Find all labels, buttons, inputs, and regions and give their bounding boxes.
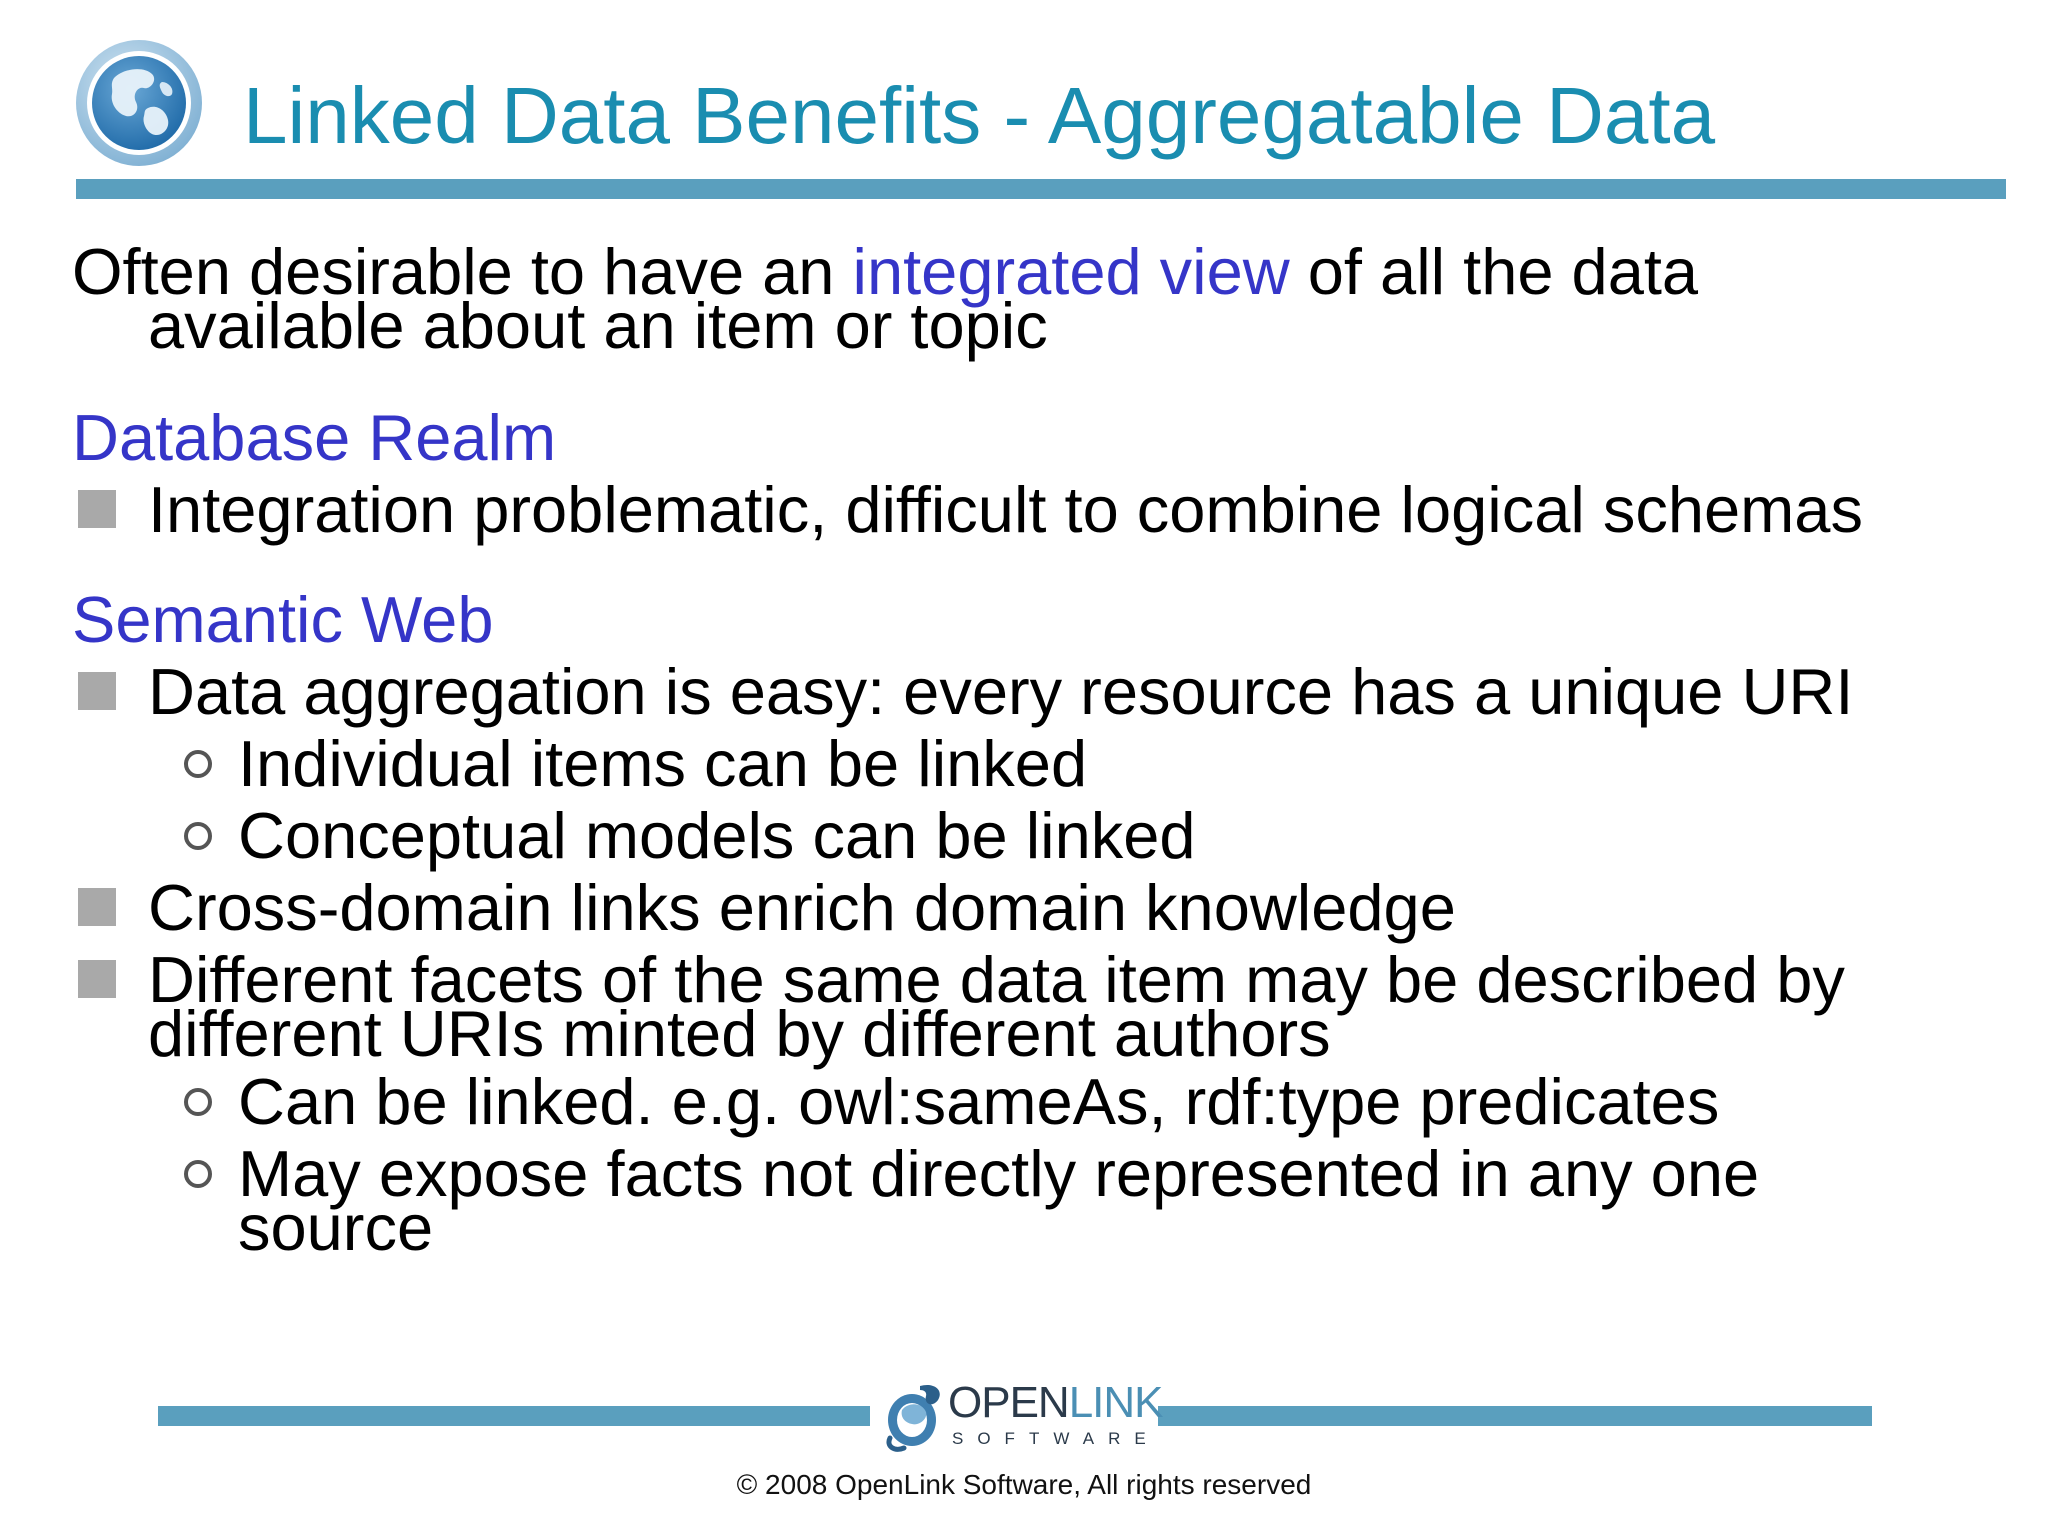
- openlink-logo: [880, 1376, 1163, 1456]
- bullet-text: Data aggregation is easy: every resource has a unique URI: [148, 655, 1854, 728]
- sub-bullet-text: Individual items can be linked: [238, 727, 1088, 800]
- logo-software-text: SOFTWARE: [952, 1429, 1160, 1448]
- copyright-notice: © 2008 OpenLink Software, All rights reserved: [736, 1469, 1312, 1500]
- footer-divider-left: [158, 1406, 870, 1426]
- intro-text-before: Often desirable to have an: [72, 235, 853, 308]
- square-bullet-icon: [78, 672, 116, 710]
- square-bullet-icon: [78, 490, 116, 528]
- bullet-text-line1: Different facets of the same data item may be described by: [148, 943, 1845, 1016]
- hollow-circle-bullet-icon: [184, 750, 212, 778]
- openlink-logo-icon: [880, 1380, 946, 1454]
- sub-bullet-text-line2: source: [238, 1191, 434, 1264]
- sub-bullet-text: Conceptual models can be linked: [238, 799, 1196, 872]
- bullet-text: Integration problematic, difficult to combine logical schemas: [148, 473, 1863, 546]
- footer-divider-right: [1158, 1406, 1872, 1426]
- hollow-circle-bullet-icon: [184, 1160, 212, 1188]
- slide-title: Linked Data Benefits - Aggregatable Data: [243, 71, 1716, 160]
- intro-highlight: integrated view: [852, 235, 1290, 308]
- hollow-circle-bullet-icon: [184, 1088, 212, 1116]
- logo-open-text: OPEN: [948, 1378, 1069, 1427]
- globe-icon: [74, 38, 204, 168]
- section-heading-database-realm: Database Realm: [72, 401, 557, 474]
- sub-bullet-text: Can be linked. e.g. owl:sameAs, rdf:type predicates: [238, 1065, 1720, 1138]
- section-heading-semantic-web: Semantic Web: [72, 583, 494, 656]
- bullet-text: Cross-domain links enrich domain knowledge: [148, 871, 1456, 944]
- logo-link-text: LINK: [1068, 1378, 1163, 1427]
- bullet-text-line2: different URIs minted by different authors: [148, 997, 1331, 1070]
- square-bullet-icon: [78, 960, 116, 998]
- hollow-circle-bullet-icon: [184, 822, 212, 850]
- title-divider: [76, 179, 2006, 199]
- intro-text-after: of all the data: [1289, 235, 1699, 308]
- sub-bullet-text-line1: May expose facts not directly represented in any one: [238, 1137, 1760, 1210]
- intro-text-line2: available about an item or topic: [148, 289, 1048, 362]
- square-bullet-icon: [78, 888, 116, 926]
- logo-wordmark: [948, 1378, 1163, 1428]
